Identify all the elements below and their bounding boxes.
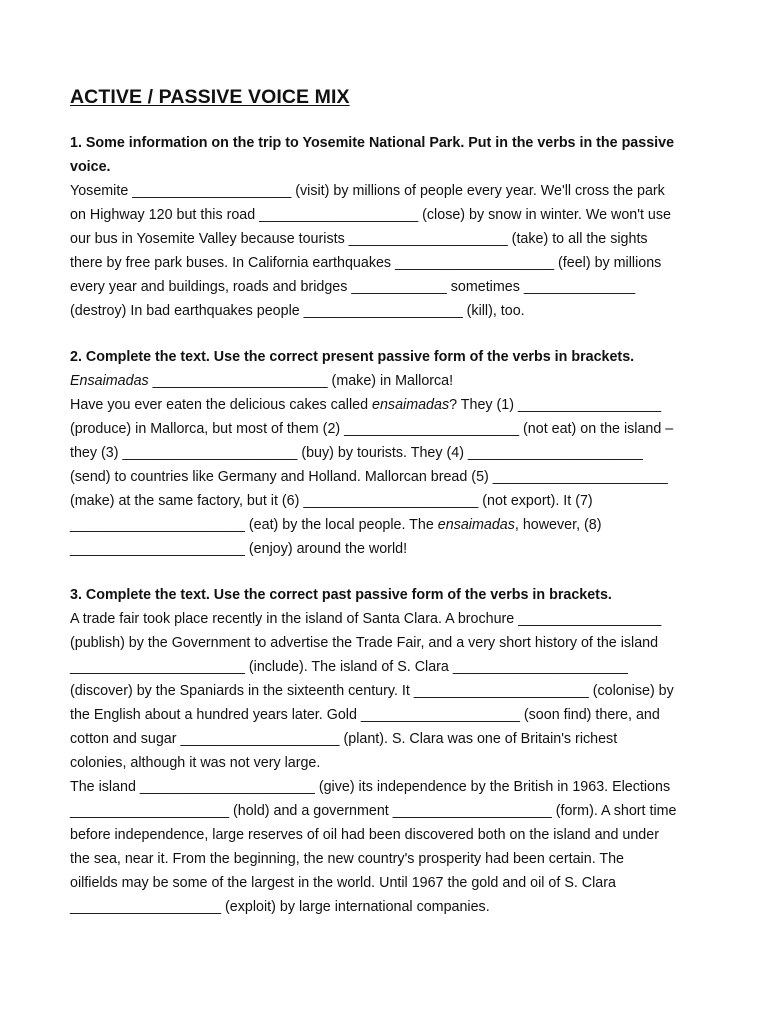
exercise-line: they (3) ______________________ (buy) by tourists. They (4) ______________________ [70,445,643,461]
exercise-line: (publish) by the Government to advertise the Trade Fair, and a very short history of the island [70,635,659,651]
exercise-3-instruction: 3. Complete the text. Use the correct past passive form of the verbs in brackets. [70,587,612,603]
exercise-line: before independence, large reserves of oil had been discovered both on the island and under [70,827,659,843]
exercise-line: (discover) by the Spaniards in the sixteenth century. It ______________________ (colonise) by [70,683,674,699]
exercise-line: oilfields may be some of the largest in the world. Until 1967 the gold and oil of S. Clara [70,875,616,891]
exercise-3 [70,583,728,919]
exercise-line: The island ______________________ (give) its independence by the British in 1963. Elections [70,779,671,795]
exercise-line: ______________________ (include). The island of S. Clara ______________________ [70,659,628,675]
exercise-line: (send) to countries like Germany and Holland. Mallorcan bread (5) ______________________ [70,469,668,485]
exercise-line: our bus in Yosemite Valley because tourists ____________________ (take) to all the sights [70,231,648,247]
exercise-2-instruction: 2. Complete the text. Use the correct present passive form of the verbs in brackets. [70,349,635,365]
exercise-line: ______________________ (enjoy) around the world! [70,541,408,557]
exercise-line: (produce) in Mallorca, but most of them (2) ______________________ (not eat) on the island – [70,421,674,437]
exercise-line: colonies, although it was not very large. [70,755,321,771]
exercise-line: every year and buildings, roads and bridges ____________ sometimes ______________ [70,279,636,295]
exercise-line: Have you ever eaten the delicious cakes called ensaimadas? They (1) __________________ [70,397,662,413]
exercise-line: Ensaimadas ______________________ (make) in Mallorca! [70,373,454,389]
exercise-line: (destroy) In bad earthquakes people ____________________ (kill), too. [70,303,525,319]
exercise-1-instruction-cont: voice. [70,159,111,175]
exercise-line: ____________________ (hold) and a government ____________________ (form). A short time [70,803,677,819]
exercise-line: (make) at the same factory, but it (6) ______________________ (not export). It (7) [70,493,593,509]
exercise-line: on Highway 120 but this road ____________________ (close) by snow in winter. We won't use [70,207,671,223]
exercise-line: cotton and sugar ____________________ (plant). S. Clara was one of Britain's richest [70,731,618,747]
exercise-1-instruction: 1. Some information on the trip to Yosemite National Park. Put in the verbs in the passive [70,135,675,151]
page-title: ACTIVE / PASSIVE VOICE MIX [70,86,350,108]
exercise-line: Yosemite ____________________ (visit) by millions of people every year. We'll cross the park [70,183,665,199]
exercise-line: A trade fair took place recently in the island of Santa Clara. A brochure __________________ [70,611,662,627]
exercise-2 [70,345,728,561]
exercise-line: the sea, near it. From the beginning, the new country's prosperity had been certain. The [70,851,625,867]
exercise-line: ___________________ (exploit) by large international companies. [70,899,490,915]
exercise-line: there by free park buses. In California earthquakes ____________________ (feel) by millions [70,255,662,271]
exercise-line: ______________________ (eat) by the local people. The ensaimadas, however, (8) [70,517,602,533]
exercise-line: the English about a hundred years later. Gold ____________________ (soon find) there, and [70,707,660,723]
exercise-1 [70,131,728,323]
